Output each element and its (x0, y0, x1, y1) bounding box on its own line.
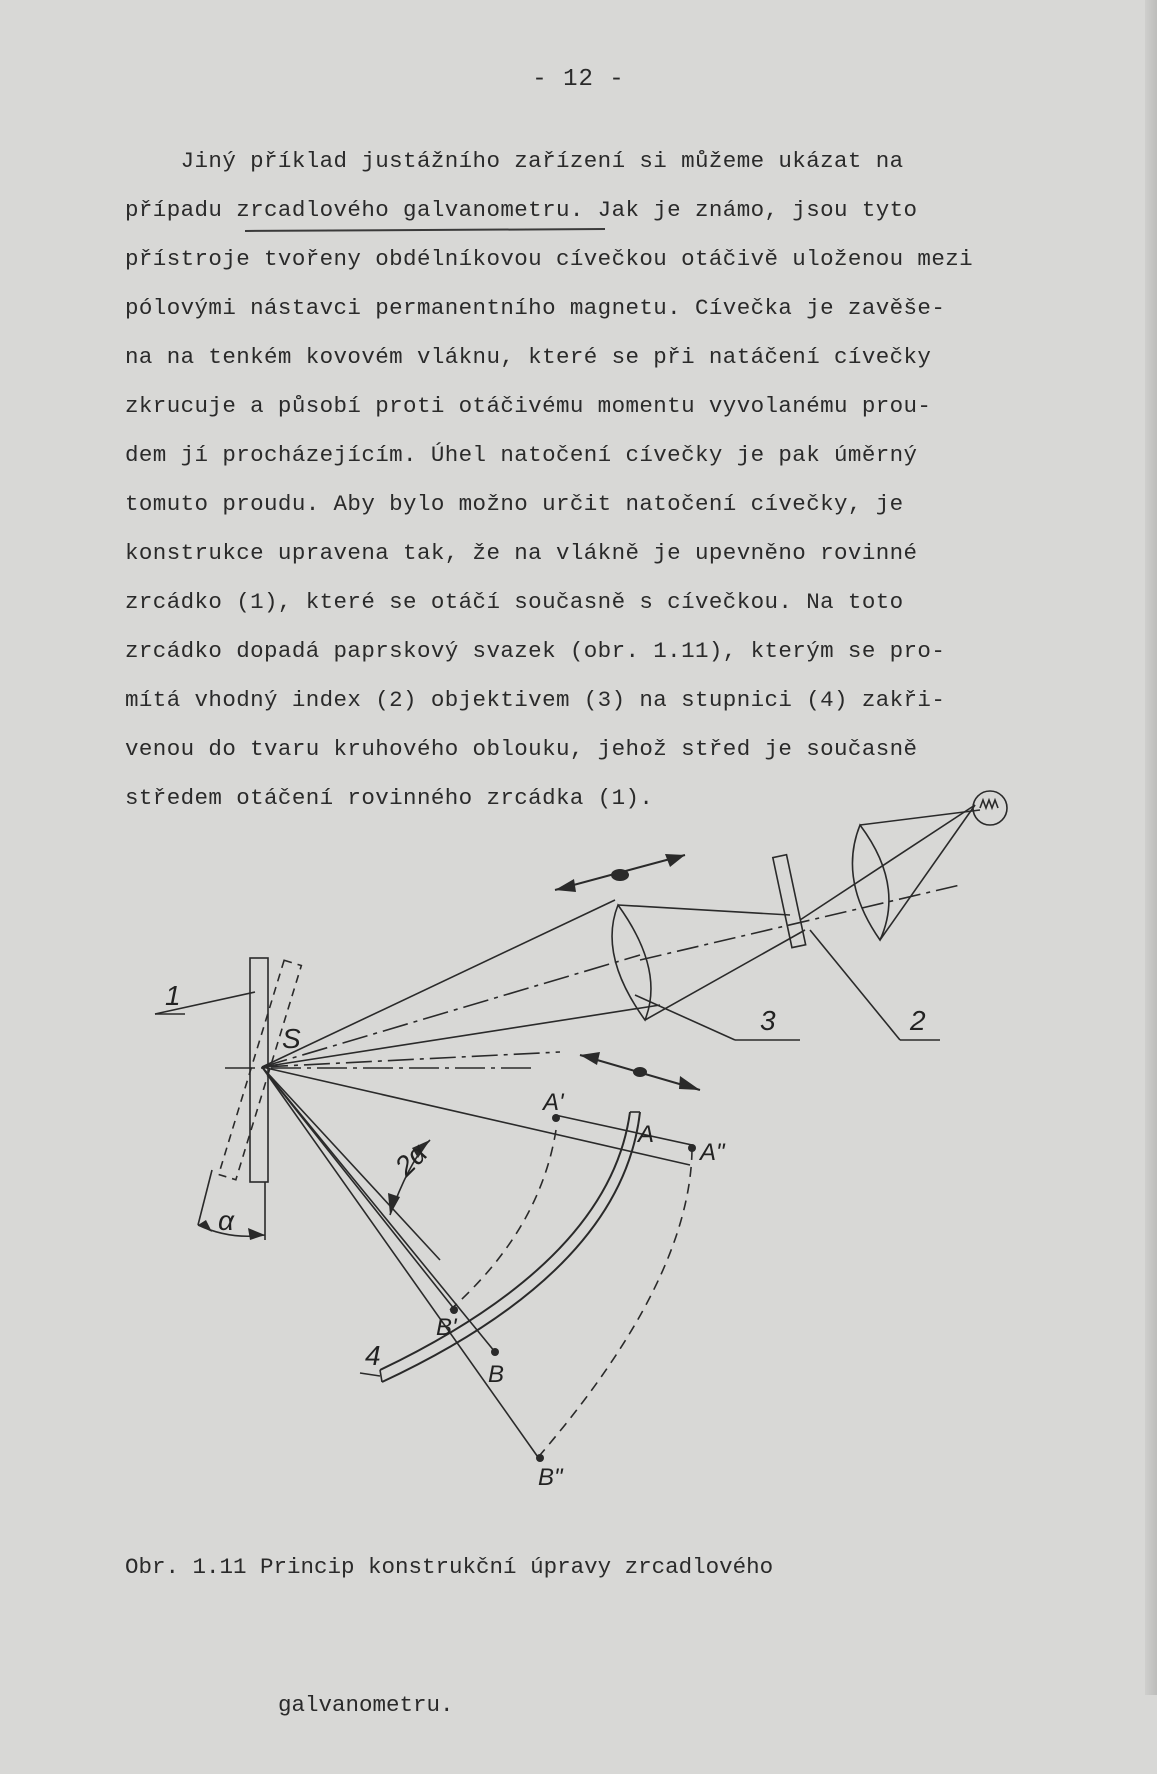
leader-line (810, 930, 900, 1040)
point-a2 (688, 1144, 696, 1152)
point-b-prime (450, 1306, 458, 1314)
label-b: B (488, 1361, 505, 1388)
label-index: 2 (910, 1005, 926, 1036)
arrowhead (388, 1193, 400, 1215)
paragraph-line: na na tenkém kovovém vláknu, které se při natáčení cívečky (125, 344, 932, 370)
paragraph-line: zkrucuje a působí proti otáčivému momentu vyvolanému prou- (125, 393, 932, 419)
paragraph-line: pólovými nástavci permanentního magnetu. Cívečka je zavěše- (125, 295, 946, 321)
label-a-prime: A' (543, 1089, 564, 1116)
index-plate (773, 855, 806, 948)
label-center: S (282, 1023, 301, 1054)
leader-line (360, 1373, 380, 1376)
label-scale: 4 (365, 1340, 381, 1371)
page-number: - 12 - (532, 66, 625, 93)
arc-a2-b2 (540, 1150, 692, 1455)
ray (262, 900, 615, 1067)
paragraph-line: zrcádko (1), které se otáčí současně s cívečkou. Na toto (125, 589, 904, 615)
scale-end (380, 1370, 382, 1382)
arrowhead (580, 1052, 600, 1065)
label-angle: α (218, 1205, 234, 1236)
pivot-dot (611, 869, 629, 881)
caption-line: galvanometru. (278, 1692, 454, 1718)
arrowhead (679, 1076, 700, 1090)
arrowhead (665, 854, 685, 867)
label-b-prime: B' (436, 1314, 457, 1341)
paragraph-line: konstrukce upravena tak, že na vlákně je upevněno rovinné (125, 540, 918, 566)
rotated-mirror (219, 960, 302, 1179)
ray (262, 1067, 455, 1310)
angle-leg (198, 1170, 212, 1225)
ray (262, 1067, 690, 1165)
ray (262, 1005, 660, 1067)
paragraph-line: případu zrcadlového galvanometru. Jak je známo, jsou tyto (125, 197, 918, 223)
label-double-angle: 2α (388, 1137, 434, 1182)
paragraph-line: středem otáčení rovinného zrcádka (1). (125, 785, 654, 811)
paragraph-line: zrcádko dopadá paprskový svazek (obr. 1.11), kterým se pro- (125, 638, 946, 664)
arrowhead (555, 879, 576, 892)
objective-lens (612, 905, 651, 1020)
label-a2: A" (700, 1139, 725, 1166)
ray (262, 1067, 540, 1460)
point-b (491, 1348, 499, 1356)
label-a: A (638, 1121, 655, 1148)
paragraph-line: venou do tvaru kruhového oblouku, jehož střed je současně (125, 736, 918, 762)
label-objective: 3 (760, 1005, 776, 1036)
ray (262, 955, 640, 1067)
ray (645, 930, 805, 1020)
body-paragraph (125, 137, 1060, 823)
paragraph-line: tomuto proudu. Aby bylo možno určit natočení cívečky, je (125, 491, 904, 517)
galvanometer-figure (0, 830, 1157, 1491)
paragraph-line: Jiný příklad justážního zařízení si můžeme ukázat na (125, 148, 904, 174)
arrowhead (198, 1220, 212, 1232)
galvanometer-diagram (0, 830, 1157, 1491)
paragraph-line: mítá vhodný index (2) objektivem (3) na stupnici (4) zakři- (125, 687, 946, 713)
caption-line: Obr. 1.11 Princip konstrukční úpravy zrcadlového (125, 1554, 774, 1580)
paragraph-line: dem jí procházejícím. Úhel natočení cívečky je pak úměrný (125, 442, 918, 468)
ray (640, 885, 960, 960)
label-mirror: 1 (165, 980, 181, 1011)
paragraph-line: přístroje tvořeny obdélníkovou cívečkou otáčivě uloženou mezi (125, 246, 974, 272)
ray (880, 805, 975, 940)
pivot-dot (633, 1067, 647, 1077)
arrowhead (248, 1228, 265, 1240)
figure-caption (125, 1452, 1025, 1774)
ray (618, 905, 790, 915)
label-b2: B" (538, 1464, 563, 1491)
